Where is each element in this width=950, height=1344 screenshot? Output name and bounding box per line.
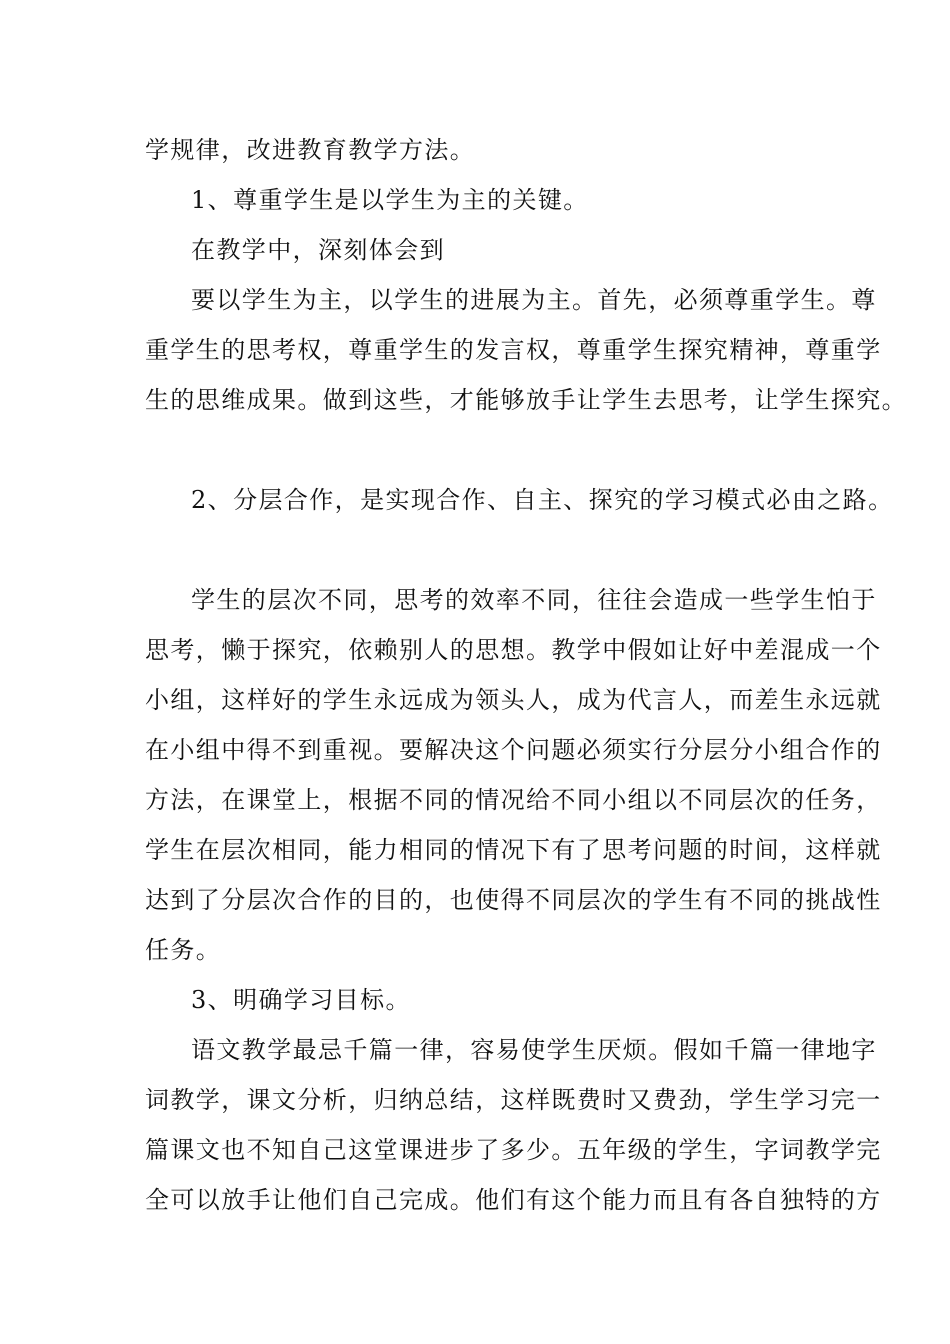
paragraph-line: 词教学，课文分析，归纳总结，这样既费时又费劲，学生学习完一 — [145, 1086, 882, 1114]
paragraph-line: 任务。 — [145, 936, 222, 964]
paragraph-line: 重学生的思考权，尊重学生的发言权，尊重学生探究精神，尊重学 — [145, 336, 882, 364]
section-heading: 2、分层合作，是实现合作、自主、探究的学习模式必由之路。 — [191, 486, 894, 514]
section-heading: 3、明确学习目标。 — [191, 986, 411, 1014]
paragraph-line: 全可以放手让他们自己完成。他们有这个能力而且有各自独特的方 — [145, 1186, 882, 1214]
paragraph-line: 方法，在课堂上，根据不同的情况给不同小组以不同层次的任务， — [145, 786, 882, 814]
paragraph-line: 生的思维成果。做到这些，才能够放手让学生去思考，让学生探究。 — [145, 386, 907, 414]
paragraph-line: 在小组中得不到重视。要解决这个问题必须实行分层分小组合作的 — [145, 736, 882, 764]
text-line: 在教学中，深刻体会到 — [191, 236, 445, 264]
section-heading: 1、尊重学生是以学生为主的关键。 — [191, 186, 589, 214]
paragraph-line: 语文教学最忌千篇一律，容易使学生厌烦。假如千篇一律地字 — [191, 1036, 877, 1064]
paragraph-line: 小组，这样好的学生永远成为领头人，成为代言人，而差生永远就 — [145, 686, 882, 714]
paragraph-line: 思考，懒于探究，依赖别人的思想。教学中假如让好中差混成一个 — [145, 636, 882, 664]
paragraph-line: 学生在层次相同，能力相同的情况下有了思考问题的时间，这样就 — [145, 836, 882, 864]
paragraph-line: 达到了分层次合作的目的，也使得不同层次的学生有不同的挑战性 — [145, 886, 882, 914]
paragraph-line: 学生的层次不同，思考的效率不同，往往会造成一些学生怕于 — [191, 586, 877, 614]
text-line: 学规律，改进教育教学方法。 — [145, 136, 476, 164]
paragraph-line: 篇课文也不知自己这堂课进步了多少。五年级的学生，字词教学完 — [145, 1136, 882, 1164]
paragraph-line: 要以学生为主，以学生的进展为主。首先，必须尊重学生。尊 — [191, 286, 877, 314]
